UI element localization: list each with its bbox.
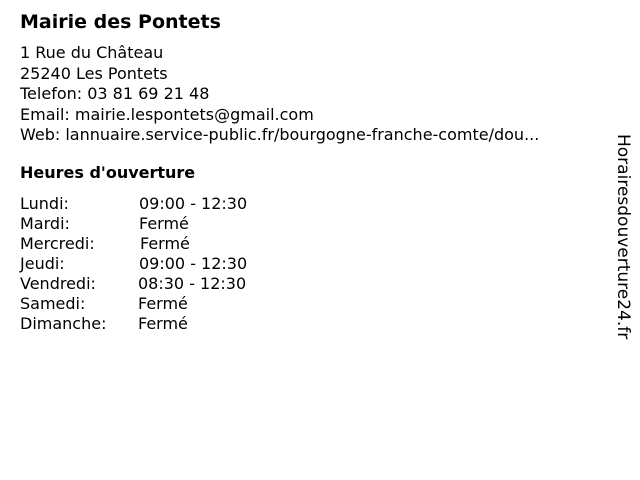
day-hours: Fermé	[139, 214, 189, 233]
contact-info	[20, 43, 539, 146]
day-label: Vendredi:	[20, 274, 96, 293]
day-hours: 09:00 - 12:30	[139, 194, 248, 213]
address-city: 25240 Les Pontets	[20, 63, 168, 83]
day-hours: Fermé	[140, 234, 190, 253]
hours-heading: Heures d'ouverture	[20, 163, 196, 182]
day-hours: 08:30 - 12:30	[138, 274, 247, 293]
address-street: 1 Rue du Château	[20, 43, 164, 62]
page-title: Mairie des Pontets	[20, 11, 221, 33]
day-label: Mardi:	[20, 214, 70, 233]
site-watermark: Horairesdouverture24.fr	[613, 134, 633, 340]
web-line: Web: lannuaire.service-public.fr/bourgogne-franche-comte/dou...	[20, 125, 540, 144]
day-label: Jeudi:	[20, 254, 65, 273]
day-hours: 09:00 - 12:30	[139, 254, 248, 273]
day-label: Mercredi:	[20, 234, 95, 253]
day-hours: Fermé	[138, 294, 188, 313]
email-line: Email: mairie.lespontets@gmail.com	[20, 104, 314, 124]
day-label: Samedi:	[20, 294, 86, 313]
phone-line: Telefon: 03 81 69 21 48	[20, 84, 210, 103]
day-label: Lundi:	[20, 194, 69, 213]
day-label: Dimanche:	[20, 314, 107, 333]
day-hours: Fermé	[138, 314, 188, 333]
